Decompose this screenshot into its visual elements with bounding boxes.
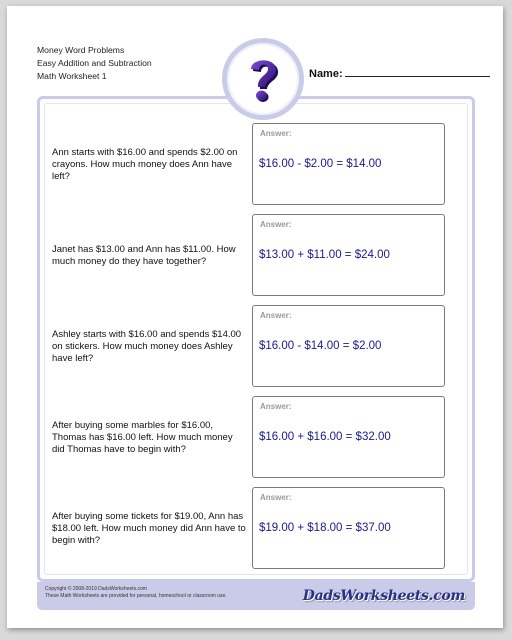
answer-box [252,214,445,296]
question-mark-logo [222,38,304,120]
answer-box [252,487,445,569]
answer-label: Answer: [260,311,292,320]
problem-4 [40,396,472,480]
answer-box [252,396,445,478]
answer-box [252,305,445,387]
answer-text: $16.00 - $2.00 = $14.00 [259,158,382,170]
answer-text: $16.00 - $14.00 = $2.00 [259,340,382,352]
answer-label: Answer: [260,129,292,138]
problem-question: Janet has $13.00 and Ann has $11.00. How much money do they have together? [52,244,236,267]
answer-label: Answer: [260,493,292,502]
problem-question: Ashley starts with $16.00 and spends $14.00 on stickers. How much money does Ashley have left? [52,329,242,364]
problem-1 [40,123,472,207]
usage-notice: These Math Worksheets are provided for personal, homeschool or classroom use. [45,593,227,599]
worksheet-page [7,6,503,628]
problem-2 [40,214,472,298]
worksheet-subtopic: Easy Addition and Subtraction [37,58,152,68]
footer-text [45,586,227,600]
name-field [309,66,490,80]
problem-3 [40,305,472,389]
problem-5 [40,487,472,571]
answer-label: Answer: [260,220,292,229]
name-line [345,66,490,77]
problem-question: After buying some tickets for $19.00, Ann has $18.00 left. How much money did Ann have to begin with? [52,511,246,546]
answer-text: $13.00 + $11.00 = $24.00 [259,249,390,261]
problem-question: After buying some marbles for $16.00, Thomas has $16.00 left. How much money did Thomas have to begin with? [52,420,233,455]
answer-text: $16.00 + $16.00 = $32.00 [259,431,391,443]
name-label: Name: [309,68,343,80]
worksheet-topic: Money Word Problems [37,45,125,55]
answer-text: $19.00 + $18.00 = $37.00 [259,522,391,534]
problems-frame [37,96,475,582]
answer-box [252,123,445,205]
answer-label: Answer: [260,402,292,411]
worksheet-header [37,44,152,83]
problem-question: Ann starts with $16.00 and spends $2.00 on crayons. How much money does Ann have left? [52,147,238,182]
footer-bar [37,582,475,610]
worksheet-title: Math Worksheet 1 [37,71,107,81]
copyright-text: Copyright © 2008-2019 DadsWorksheets.com [45,586,147,592]
question-mark-icon [233,49,293,109]
dadsworksheets-logo [303,585,465,607]
logo-text: DadsWorksheets.com [302,588,465,604]
